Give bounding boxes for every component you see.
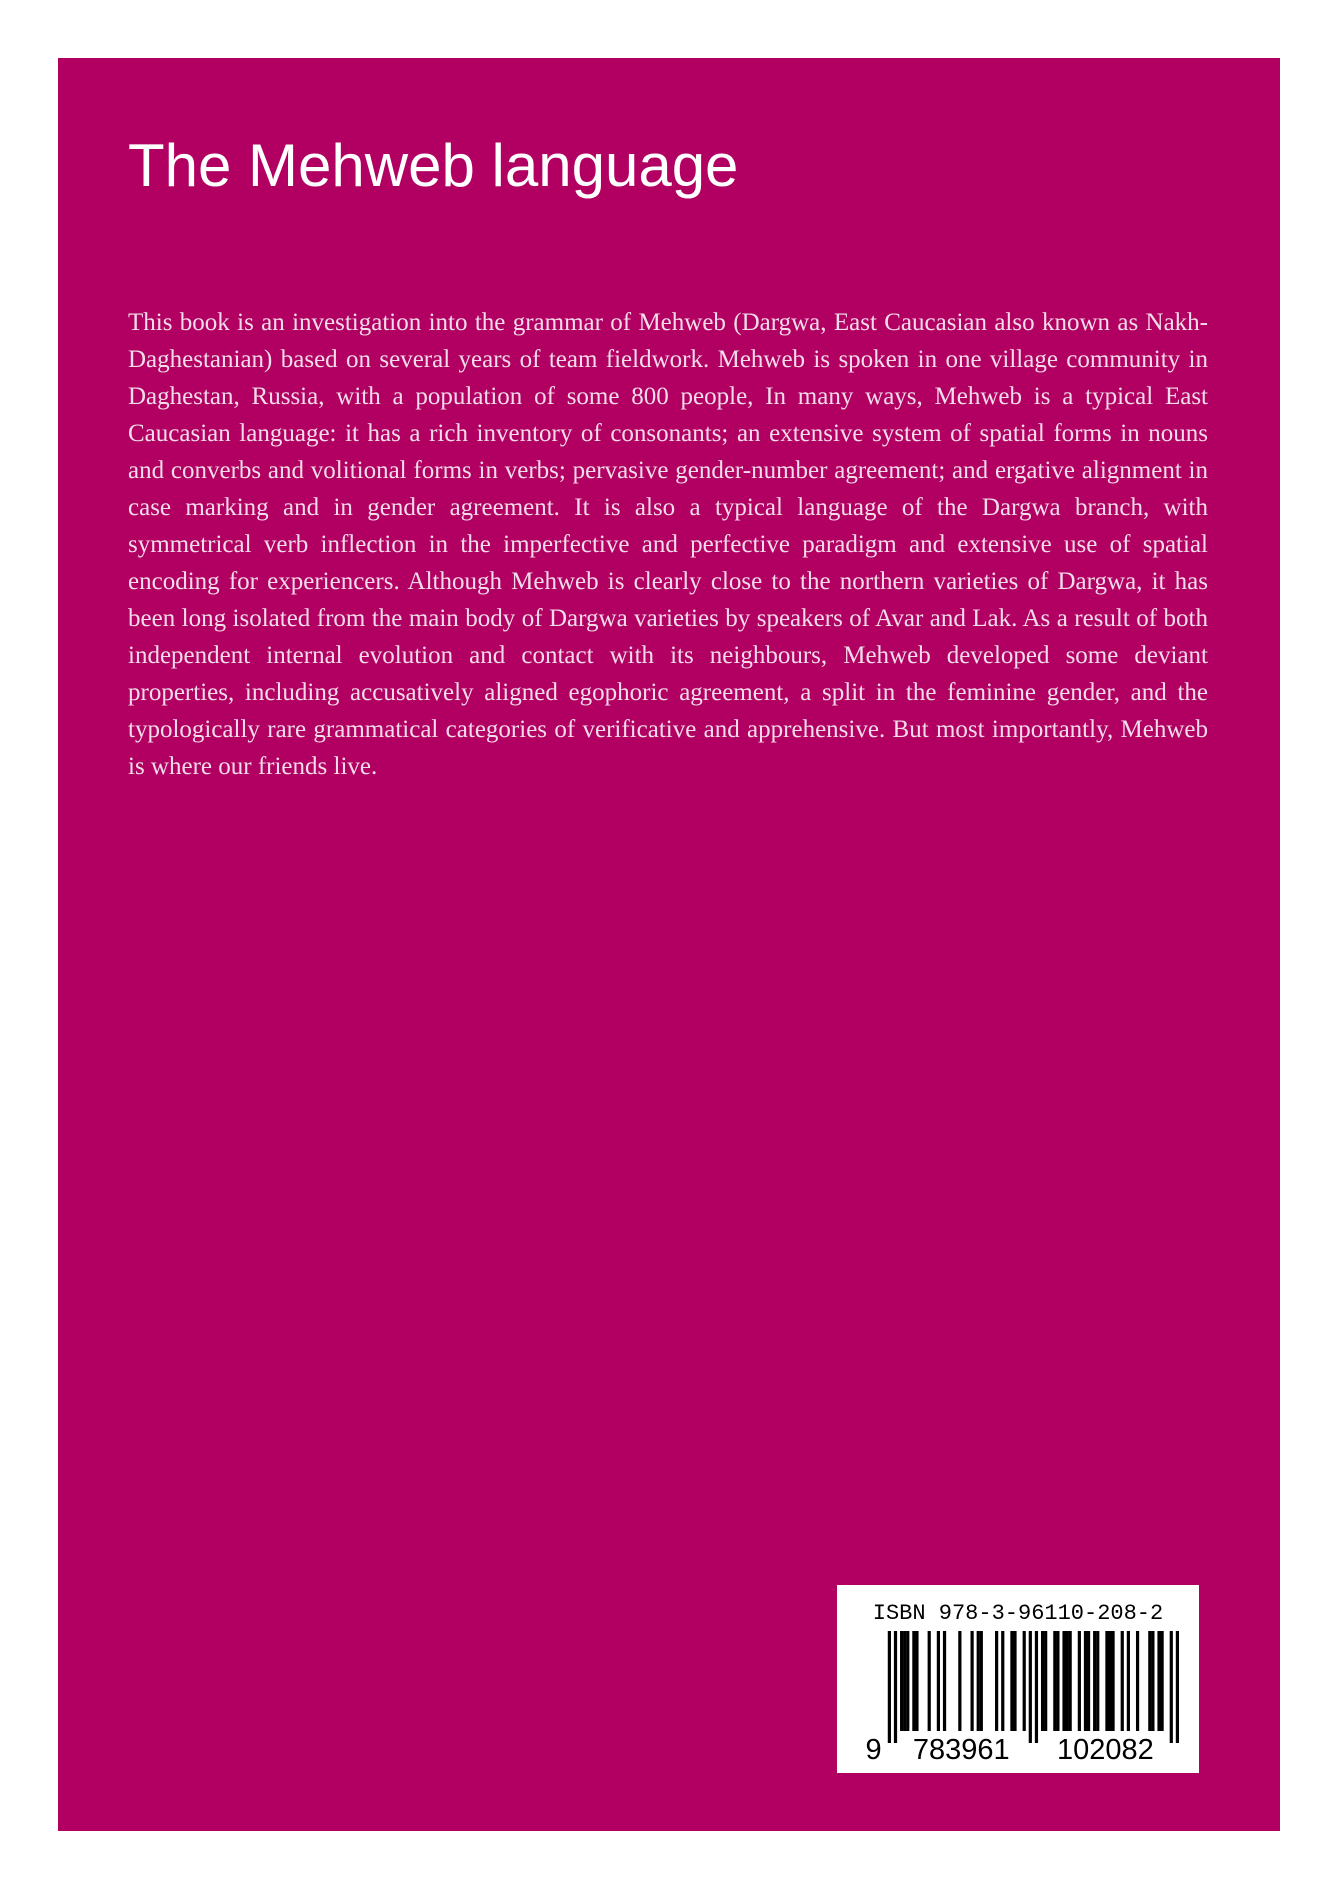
barcode-bar: [900, 1631, 903, 1731]
barcode-bar: [1111, 1631, 1114, 1731]
barcode-bar: [915, 1631, 918, 1731]
barcode-bar: [1023, 1631, 1026, 1731]
barcode-bar: [1084, 1631, 1087, 1731]
barcode-bar: [1066, 1631, 1069, 1731]
barcode-bar: [1078, 1631, 1081, 1731]
barcode-bar: [977, 1631, 980, 1731]
barcode-bar: [971, 1631, 974, 1731]
barcode-bar: [1121, 1631, 1124, 1731]
barcode-bar: [903, 1631, 906, 1731]
barcode-bar: [1151, 1631, 1154, 1731]
barcode-bar: [1127, 1631, 1130, 1731]
barcode: [851, 1631, 1185, 1763]
barcode-bar: [1053, 1631, 1056, 1731]
barcode-bar: [1029, 1631, 1032, 1743]
barcode-bar: [888, 1631, 891, 1743]
barcode-bar: [912, 1631, 915, 1731]
barcode-bar: [1136, 1631, 1139, 1731]
barcode-bar: [894, 1631, 897, 1743]
barcode-bar: [1044, 1631, 1047, 1731]
back-cover: [58, 58, 1280, 1831]
barcode-bar: [937, 1631, 940, 1731]
barcode-bar: [1010, 1631, 1013, 1731]
barcode-bar: [1170, 1631, 1173, 1743]
barcode-digits-left: 783961: [912, 1734, 1010, 1763]
barcode-bar: [906, 1631, 909, 1731]
barcode-bar: [943, 1631, 946, 1731]
barcode-bar: [1093, 1631, 1096, 1731]
book-title: The Mehweb language: [128, 132, 739, 199]
barcode-bar: [995, 1631, 998, 1731]
barcode-bar: [1148, 1631, 1151, 1731]
barcode-bar: [1160, 1631, 1163, 1731]
barcode-bar: [1105, 1631, 1108, 1731]
barcode-bar: [980, 1631, 983, 1731]
book-blurb: This book is an investigation into the grammar of Mehweb (Dargwa, East Caucasian also known as Nakh-Daghestanian) based on several years of team fieldwork. Mehweb is spoken in one village community in Daghestan, Russia, with a population of some 800 people, In many ways, Mehweb is a typical East Caucasian language: it has a rich inventory of consonants; an extensive system of spatial forms in nouns and converbs and volitional forms in verbs; pervasive gender-number agreement; and ergative alignment in case marking and in gender agreement. It is also a typical language of the Dargwa branch, with symmetrical verb inflection in the imperfective and perfective paradigm and extensive use of spatial encoding for experiencers. Although Mehweb is clearly close to the northern varieties of Dargwa, it has been long isolated from the main body of Dargwa varieties by speakers of Avar and Lak. As a result of both independent internal evolution and contact with its neighbours, Mehweb developed some deviant properties, including accusatively aligned egophoric agreement, a split in the feminine gender, and the typologically rare grammatical categories of verificative and apprehensive. But most importantly, Mehweb is where our friends live.: [128, 309, 1208, 780]
barcode-bar: [1176, 1631, 1179, 1743]
barcode-bar: [1069, 1631, 1072, 1731]
barcode-bar: [1108, 1631, 1111, 1731]
barcode-bar: [1035, 1631, 1038, 1743]
isbn-label: ISBN 978-3-96110-208-2: [872, 1601, 1164, 1626]
barcode-bar: [958, 1631, 961, 1731]
barcode-bar: [1041, 1631, 1044, 1731]
barcode-bar: [1087, 1631, 1090, 1731]
isbn-barcode-box: [837, 1585, 1199, 1773]
barcode-digit-first: 9: [865, 1734, 882, 1763]
barcode-digits-right: 102082: [1056, 1734, 1154, 1763]
barcode-bar: [1062, 1631, 1065, 1731]
barcode-bar: [1013, 1631, 1016, 1731]
barcode-bar: [1001, 1631, 1004, 1731]
barcode-bar: [1056, 1631, 1059, 1731]
barcode-bar: [1157, 1631, 1160, 1731]
barcode-bar: [928, 1631, 931, 1731]
barcode-bar: [1096, 1631, 1099, 1731]
